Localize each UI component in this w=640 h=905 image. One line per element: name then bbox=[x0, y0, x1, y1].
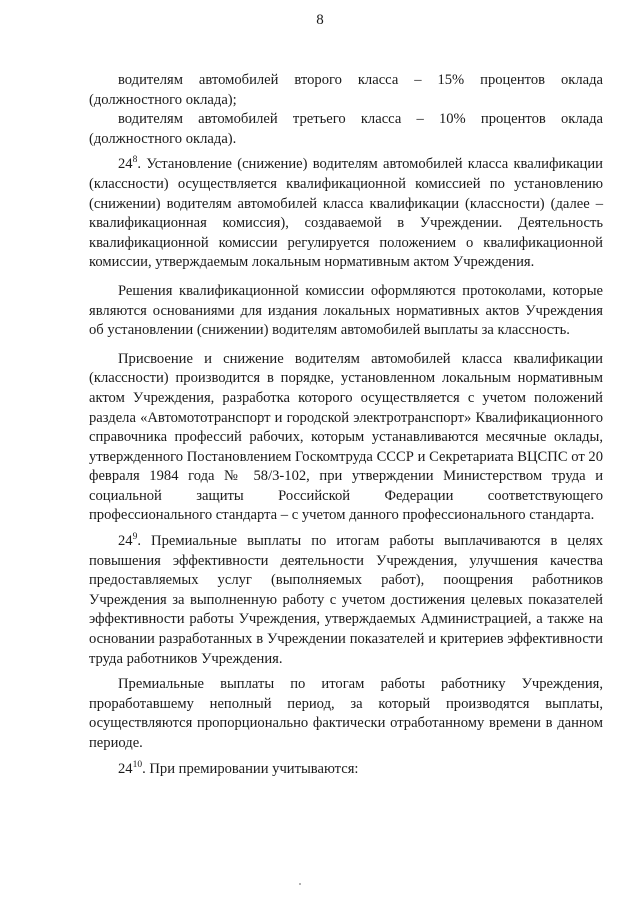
clause-number: 24 bbox=[118, 760, 133, 777]
clause-superscript: 10 bbox=[132, 759, 143, 770]
clause-superscript: 8 bbox=[132, 155, 138, 166]
paragraph-driver-class-3: водителям автомобилей третьего класса – 10% процентов оклада (должностного оклада). bbox=[89, 111, 603, 147]
clause-text: . Премиальные выплаты по итогам работы выплачиваются в целях повышения эффективности деятельности Учреждения, улучшения качества предоставляемых услуг (выполняемых работ), поощрения работников Учреждения за выполненную работу с учетом достижения целевых показателей эффективности работы Учреждения, утверждаемых Администрацией, а также на основании разработанных в Учреждении показателей и критериев эффективности труда работников Учреждения. bbox=[89, 533, 603, 667]
paragraph-partial-period: Премиальные выплаты по итогам работы работнику Учреждения, проработавшему неполный период, за который производятся выплаты, осуществляются пропорционально фактически отработанному времени в данном периоде. bbox=[89, 676, 603, 751]
clause-text: . Установление (снижение) водителям автомобилей класса квалификации (классности) осуществляется квалификационной комиссией по установлению (снижении) водителям автомобилей класса квалификации (классности) (далее – квалификационная комиссия), создаваемой в Учреждении. Деятельность квалификационной комиссии регулируется положением о квалификационной комиссии, утверждаемым локальным нормативным актом Учреждения. bbox=[89, 156, 603, 271]
page-number: 8 bbox=[316, 12, 324, 28]
paragraph-commission-decisions: Решения квалификационной комиссии оформляются протоколами, которые являются основаниями для издания локальных нормативных актов Учреждения об установлении (снижении) водителям автомобилей выплаты за классность. bbox=[89, 282, 603, 339]
paragraph-24-9 bbox=[89, 532, 603, 669]
document-body bbox=[89, 71, 603, 779]
clause-number: 24 bbox=[118, 533, 133, 550]
scan-speck bbox=[299, 883, 301, 885]
clause-number: 24 bbox=[118, 156, 133, 173]
paragraph-driver-class-2: водителям автомобилей второго класса – 15% процентов оклада (должностного оклада); bbox=[89, 72, 603, 108]
paragraph-24-10 bbox=[89, 760, 603, 780]
paragraph-24-8 bbox=[89, 155, 603, 273]
clause-superscript: 9 bbox=[132, 532, 138, 543]
paragraph-class-assignment: Присвоение и снижение водителям автомобилей класса квалификации (классности) производится в порядке, установленном локальным нормативным актом Учреждения, разработка которого осуществляется с учетом положений раздела «Автомототранспорт и городской электротранспорт» Квалификационного справочника профессий рабочих, которым устанавливаются месячные оклады, утвержденного Постановлением Госкомтруда СССР и Секретариата ВЦСПС от 20 февраля 1984 года № 58/3-102, при утверждении Министерством труда и социальной защиты Российской Федерации соответствующего профессионального стандарта – с учетом данного профессионального стандарта. bbox=[89, 350, 603, 524]
clause-text: . При премировании учитываются: bbox=[142, 760, 359, 777]
